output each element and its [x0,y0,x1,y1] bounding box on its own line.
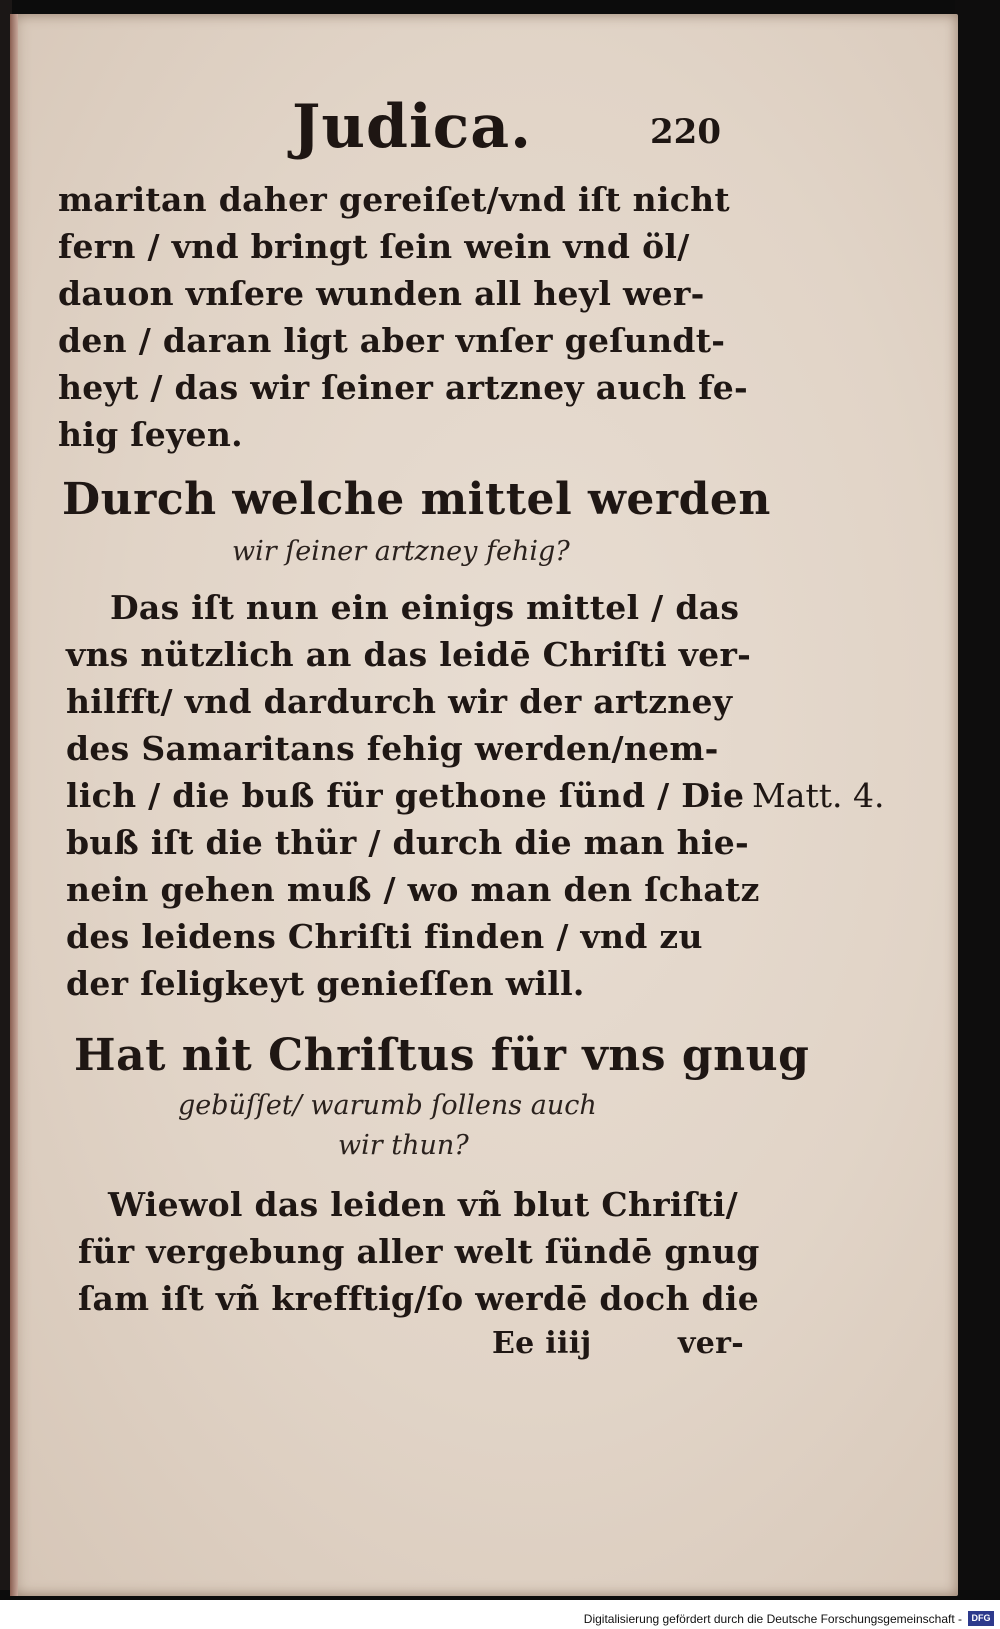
question-subheading: wir thun? [338,1130,469,1161]
paragraph1-line: heyt / das wir ſeiner artzney auch fe- [58,368,749,407]
paragraph2-line: vns nützlich an das leidē Chriſti ver- [66,635,752,674]
paragraph1-line: fern / vnd bringt ſein wein vnd öl/ [58,227,690,266]
paragraph2-line: der ſeligkeyt genieſſen will. [66,964,585,1003]
paragraph2-line: hilfft/ vnd dardurch wir der artzney [66,682,733,721]
question-heading: Hat nit Chriſtus für vns gnug [74,1030,810,1081]
page-number: 220 [650,112,721,152]
paragraph1-line: hig ſeyen. [58,415,243,454]
page-header [0,92,1000,162]
paragraph1-line: den / daran ligt aber vnſer geſundt- [58,321,726,360]
signature-mark: Ee iiij [492,1326,592,1361]
page-gutter-edge [10,14,18,1596]
paragraph2-line: buß iſt die thür / durch die man hie- [66,823,750,862]
question-subheading: gebüſſet/ warumb ſollens auch [178,1090,597,1121]
paragraph2-line: Das iſt nun ein einigs mittel / das [110,588,740,627]
paragraph1-line: maritan daher gereiſet/vnd iſt nicht [58,180,730,219]
digitization-credit: Digitalisierung gefördert durch die Deutsche Forschungsgemeinschaft - [583,1612,962,1626]
scan-border-top [0,0,1000,14]
paragraph3-line: Wiewol das leiden vñ blut Chriſti/ [108,1185,738,1224]
marginal-reference: Matt. 4. [752,776,885,815]
scan-border-right [955,0,1000,1600]
paragraph2-line: lich / die buß für gethone ſünd / Die [66,776,745,815]
dfg-logo: DFG [968,1611,994,1626]
catchword: ver- [678,1326,744,1361]
question-subheading: wir ſeiner artzney fehig? [232,536,570,567]
paragraph2-line: des leidens Chriſti finden / vnd zu [66,917,703,956]
paragraph2-line: nein gehen muß / wo man den ſchatz [66,870,760,909]
paragraph3-line: für vergebung aller welt ſündē gnug [78,1232,760,1271]
paragraph1-line: dauon vnſere wunden all heyl wer- [58,274,705,313]
question-heading: Durch welche mittel werden [62,474,771,525]
running-title: Judica. [292,92,533,162]
paragraph2-line: des Samaritans fehig werden/nem- [66,729,719,768]
paragraph3-line: ſam iſt vñ krefftig/ſo werdē doch die [78,1279,760,1318]
